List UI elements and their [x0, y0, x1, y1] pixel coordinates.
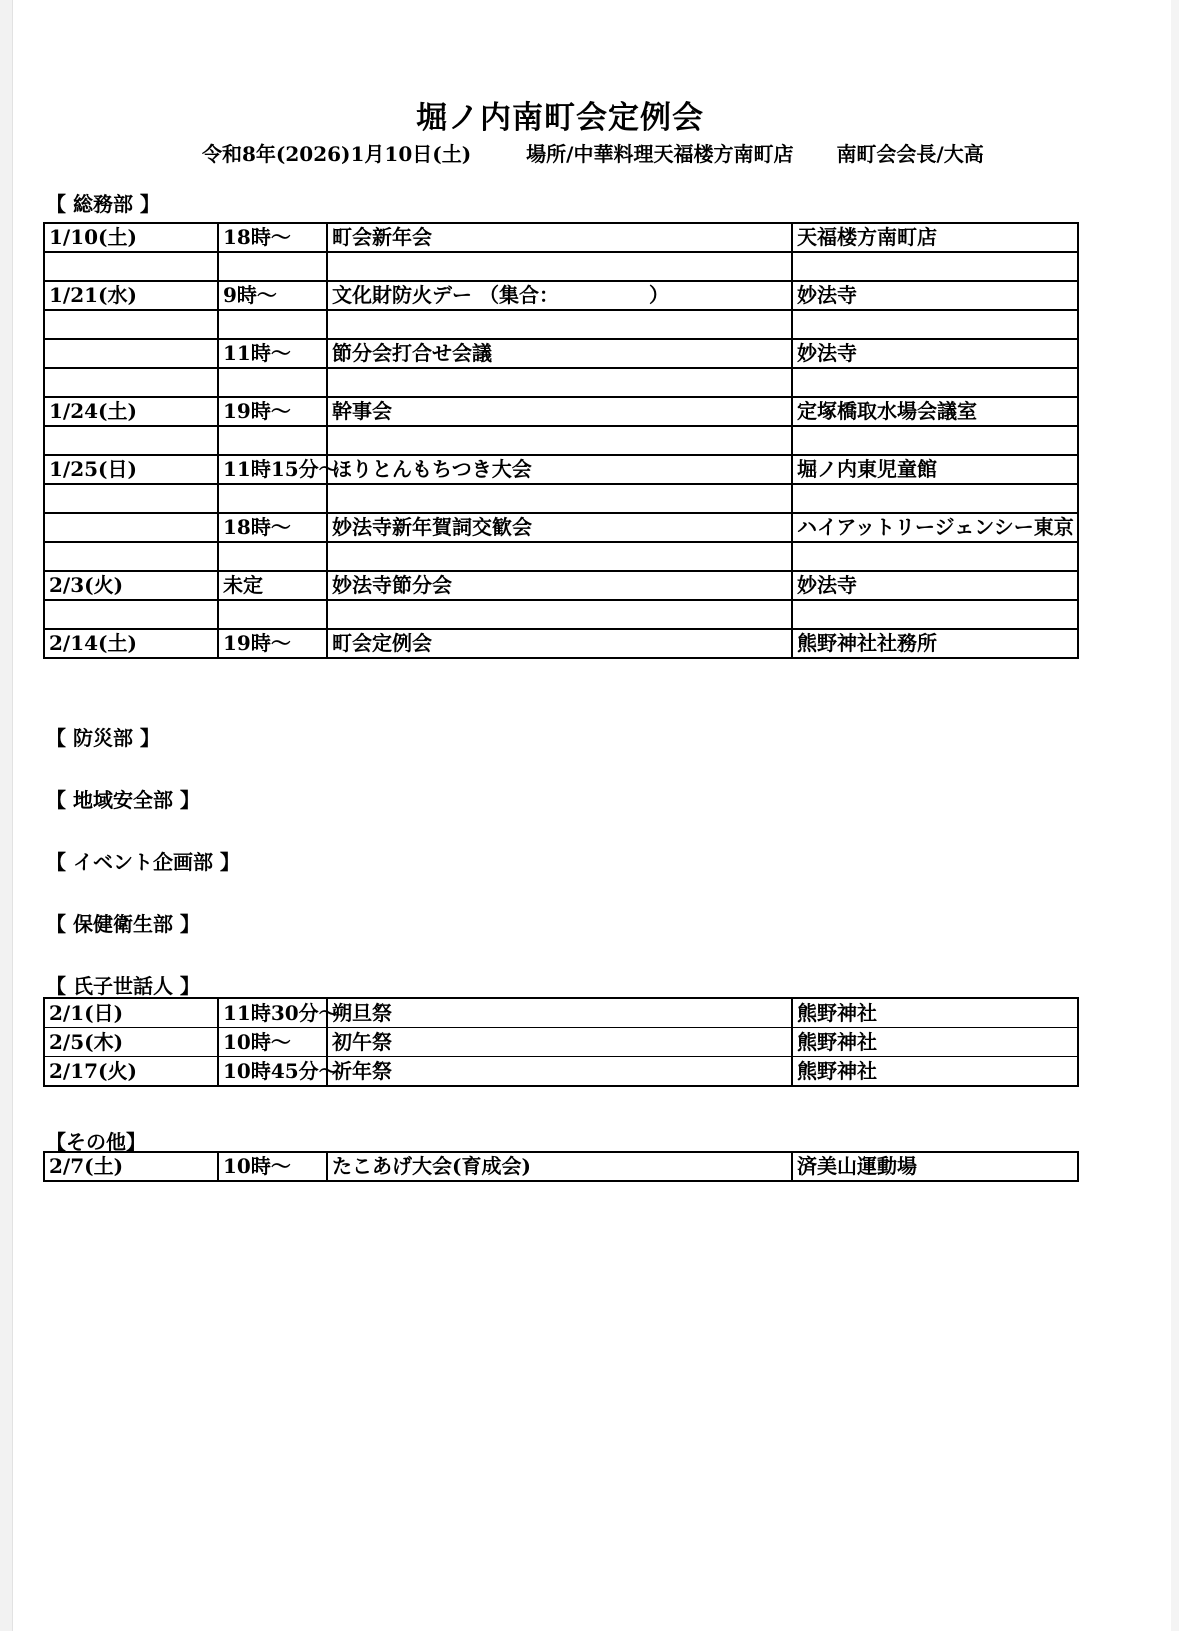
cell-event: 文化財防火デー （集合： ）	[327, 281, 792, 310]
table-row	[44, 600, 1078, 629]
cell-place	[792, 600, 1078, 629]
cell-place: 熊野神社	[792, 998, 1078, 1028]
table-row	[44, 455, 1078, 484]
cell-time	[218, 542, 327, 571]
viewer-left-margin	[0, 0, 13, 1631]
table-row	[44, 1057, 1078, 1087]
table-row	[44, 998, 1078, 1028]
meeting-place: 場所/中華料理天福楼方南町店	[526, 142, 794, 166]
cell-place: 熊野神社社務所	[792, 629, 1078, 658]
somu-schedule-table	[43, 222, 1079, 659]
cell-event: 朔旦祭	[327, 998, 792, 1028]
cell-time: 11時30分～	[218, 998, 327, 1028]
cell-place: 天福楼方南町店	[792, 223, 1078, 252]
table-row	[44, 484, 1078, 513]
cell-date	[44, 484, 218, 513]
cell-date: 1/25(日)	[44, 455, 218, 484]
cell-time: 11時15分～	[218, 455, 327, 484]
section-heading-somu: 【 総務部 】	[46, 192, 160, 216]
cell-event	[327, 600, 792, 629]
cell-place	[792, 426, 1078, 455]
cell-time: 10時～	[218, 1152, 327, 1181]
table-row	[44, 252, 1078, 281]
table-row	[44, 339, 1078, 368]
cell-date	[44, 426, 218, 455]
cell-date: 2/3(火)	[44, 571, 218, 600]
ujiko-schedule-table	[43, 997, 1079, 1087]
cell-event: ほりとんもちつき大会	[327, 455, 792, 484]
cell-time: 9時～	[218, 281, 327, 310]
cell-event: 妙法寺節分会	[327, 571, 792, 600]
other-schedule-table	[43, 1151, 1079, 1182]
cell-date	[44, 252, 218, 281]
cell-event	[327, 252, 792, 281]
table-row	[44, 629, 1078, 658]
section-heading-other: 【その他】	[46, 1130, 146, 1154]
cell-place: 熊野神社	[792, 1057, 1078, 1087]
cell-place: 妙法寺	[792, 339, 1078, 368]
table-row	[44, 397, 1078, 426]
cell-date	[44, 310, 218, 339]
cell-date: 2/1(日)	[44, 998, 218, 1028]
cell-event: 町会新年会	[327, 223, 792, 252]
cell-time: 10時～	[218, 1028, 327, 1057]
cell-event: 町会定例会	[327, 629, 792, 658]
cell-time: 19時～	[218, 397, 327, 426]
cell-place	[792, 542, 1078, 571]
cell-date: 2/5(木)	[44, 1028, 218, 1057]
cell-event: 幹事会	[327, 397, 792, 426]
cell-place	[792, 484, 1078, 513]
cell-date	[44, 368, 218, 397]
cell-place	[792, 310, 1078, 339]
cell-time	[218, 252, 327, 281]
cell-time	[218, 426, 327, 455]
cell-place: 妙法寺	[792, 281, 1078, 310]
cell-date: 1/21(水)	[44, 281, 218, 310]
section-heading-event: 【 イベント企画部 】	[46, 850, 240, 874]
viewer-right-margin	[1171, 0, 1179, 1631]
table-row	[44, 368, 1078, 397]
meeting-date: 令和8年(2026)1月10日(土)	[202, 142, 472, 166]
table-row	[44, 1152, 1078, 1181]
cell-place: 堀ノ内東児童館	[792, 455, 1078, 484]
cell-time: 18時～	[218, 513, 327, 542]
cell-place: ハイアットリージェンシー東京	[792, 513, 1078, 542]
cell-time: 未定	[218, 571, 327, 600]
cell-date: 1/10(土)	[44, 223, 218, 252]
cell-date	[44, 513, 218, 542]
cell-event	[327, 426, 792, 455]
section-heading-chiiki: 【 地域安全部 】	[46, 788, 200, 812]
cell-event	[327, 484, 792, 513]
cell-date: 2/7(土)	[44, 1152, 218, 1181]
cell-time: 10時45分～	[218, 1057, 327, 1087]
page-title: 堀ノ内南町会定例会	[416, 100, 704, 136]
cell-place	[792, 252, 1078, 281]
table-row	[44, 223, 1078, 252]
table-row	[44, 1028, 1078, 1057]
cell-time	[218, 600, 327, 629]
cell-event: 節分会打合せ会議	[327, 339, 792, 368]
cell-time: 19時～	[218, 629, 327, 658]
cell-event	[327, 368, 792, 397]
cell-date	[44, 339, 218, 368]
cell-date: 1/24(土)	[44, 397, 218, 426]
table-row	[44, 542, 1078, 571]
cell-event: 妙法寺新年賀詞交歓会	[327, 513, 792, 542]
table-row	[44, 571, 1078, 600]
table-row	[44, 281, 1078, 310]
cell-time: 11時～	[218, 339, 327, 368]
cell-place: 妙法寺	[792, 571, 1078, 600]
cell-time	[218, 310, 327, 339]
table-row	[44, 310, 1078, 339]
cell-event: 初午祭	[327, 1028, 792, 1057]
cell-time: 18時～	[218, 223, 327, 252]
cell-place	[792, 368, 1078, 397]
cell-date	[44, 542, 218, 571]
section-heading-hoken: 【 保健衛生部 】	[46, 912, 200, 936]
meeting-info	[202, 138, 984, 167]
cell-event: たこあげ大会(育成会)	[327, 1152, 792, 1181]
table-row	[44, 513, 1078, 542]
cell-place: 熊野神社	[792, 1028, 1078, 1057]
cell-time	[218, 484, 327, 513]
cell-event	[327, 310, 792, 339]
cell-date: 2/17(火)	[44, 1057, 218, 1087]
section-heading-bosai: 【 防災部 】	[46, 726, 160, 750]
cell-date	[44, 600, 218, 629]
cell-event: 祈年祭	[327, 1057, 792, 1087]
cell-time	[218, 368, 327, 397]
cell-date: 2/14(土)	[44, 629, 218, 658]
cell-place: 済美山運動場	[792, 1152, 1078, 1181]
section-heading-ujiko: 【 氏子世話人 】	[46, 974, 200, 998]
cell-event	[327, 542, 792, 571]
meeting-chair: 南町会会長/大高	[836, 142, 984, 166]
cell-place: 定塚橋取水場会議室	[792, 397, 1078, 426]
table-row	[44, 426, 1078, 455]
